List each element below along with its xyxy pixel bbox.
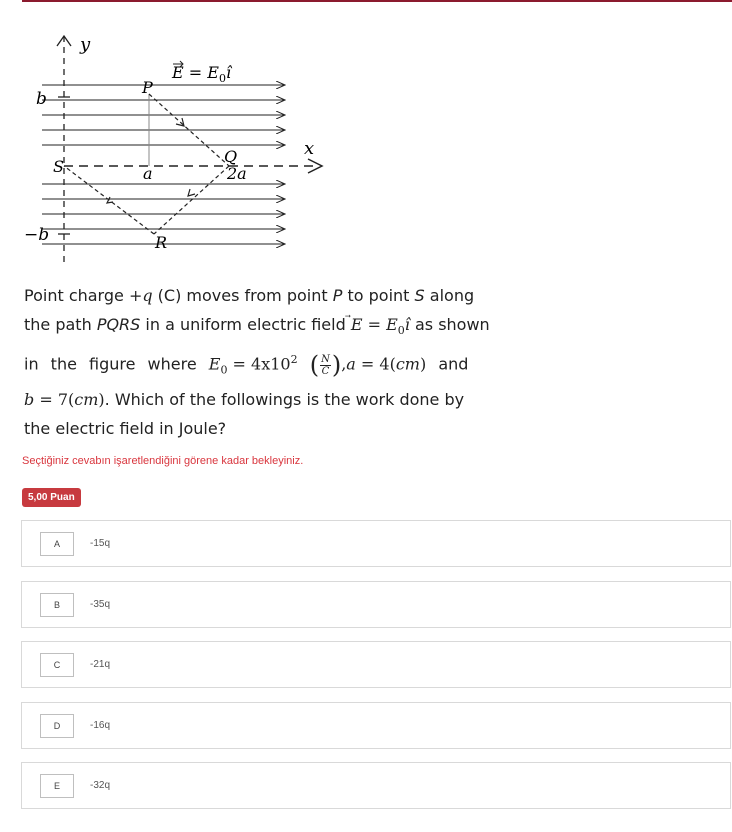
2a-marker-label: 2a: [227, 164, 247, 183]
point-r-label: R: [155, 233, 168, 252]
option-b[interactable]: [21, 581, 731, 628]
y-axis-label: y: [80, 34, 91, 55]
question-line-5: the electric field in Joule?: [24, 418, 227, 438]
y-axis: [57, 36, 71, 262]
question-line-1: Point charge +q (C) moves from point P to point S along: [24, 286, 475, 305]
option-value-e: -32q: [90, 780, 111, 791]
x-axis: [64, 159, 322, 173]
option-value-a: -15q: [90, 538, 111, 549]
option-d[interactable]: [21, 702, 731, 749]
field-equation-label: [171, 61, 233, 85]
option-a[interactable]: [21, 520, 731, 567]
option-letter-d: D: [40, 714, 74, 738]
x-axis-label: x: [304, 138, 315, 159]
top-rule: [22, 0, 732, 2]
option-letter-a: A: [40, 532, 74, 556]
option-value-c: -21q: [90, 659, 111, 670]
b-label: b: [36, 89, 47, 109]
point-p-label: P: [142, 78, 153, 97]
option-value-b: -35q: [90, 599, 111, 610]
question-text: [24, 281, 500, 443]
wait-notice: Seçtiğiniz cevabın işaretlendiğini görene kadar bekleyiniz.: [22, 455, 304, 467]
question-line-3: in the figure where $E_0 = 4x10^2$ ( N C ) ,a = 4(cm) and: [24, 351, 469, 380]
option-e[interactable]: [21, 762, 731, 809]
option-letter-c: C: [40, 653, 74, 677]
minus-b-label: −b: [24, 225, 50, 245]
question-line-2: the path PQRS in a uniform electric field $E = E_0î$ as shown: [24, 315, 490, 338]
field-lines: [42, 85, 285, 244]
units-fraction: ( N C ): [309, 351, 342, 380]
a-marker-label: a: [143, 164, 153, 183]
electric-field-diagram: [22, 22, 342, 262]
option-letter-e: E: [40, 774, 74, 798]
points-badge: 5,00 Puan: [22, 488, 81, 507]
point-q-label: Q: [224, 147, 238, 166]
option-letter-b: B: [40, 593, 74, 617]
option-c[interactable]: [21, 641, 731, 688]
path-arrows: [107, 118, 195, 203]
point-s-label: S: [53, 157, 64, 176]
option-value-d: -16q: [90, 720, 111, 731]
svg-text:E = E0î: $E = E_0î$: [172, 63, 232, 85]
question-line-4: b = 7(cm). Which of the followings is the work done by: [24, 389, 465, 409]
